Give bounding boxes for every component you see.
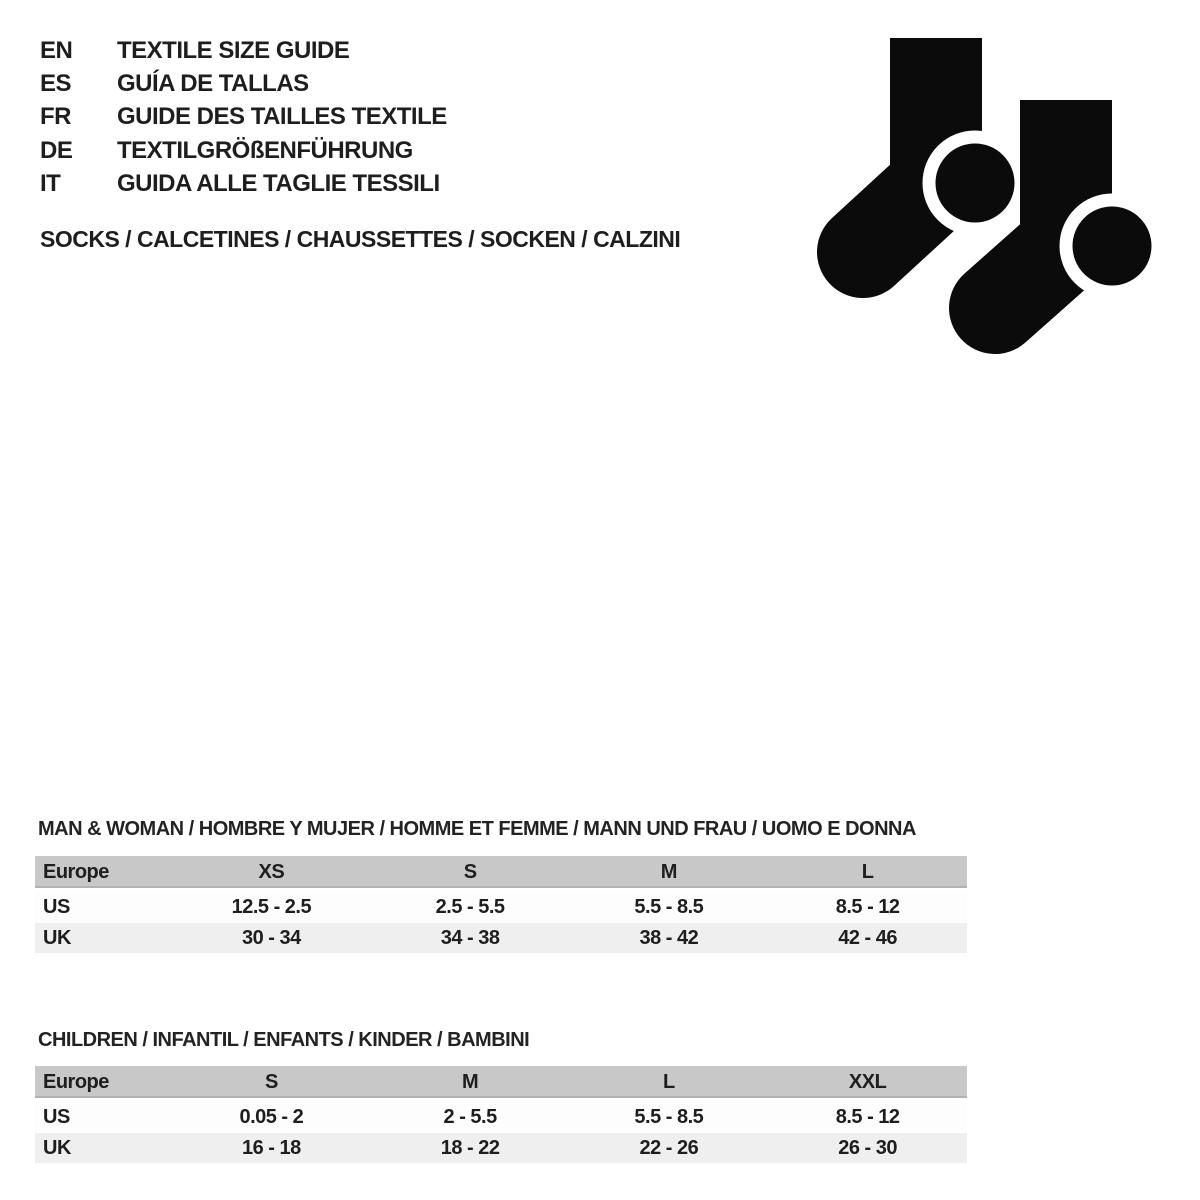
- language-row-en: [40, 34, 447, 67]
- size-cell: 0.05 - 2: [239, 1105, 304, 1128]
- size-cell: 16 - 18: [241, 1136, 301, 1159]
- table-row: [35, 1133, 967, 1163]
- row-label: US: [43, 1105, 70, 1128]
- table-title-children: CHILDREN / INFANTIL / ENFANTS / KINDER / BAMBINI: [38, 1029, 530, 1051]
- language-list: [40, 34, 447, 201]
- table-row: [35, 892, 967, 923]
- sock2-heel-ring: [1066, 200, 1158, 292]
- size-cell: 26 - 30: [838, 1136, 897, 1159]
- socks-pair-icon: [798, 22, 1168, 362]
- column-header: M: [660, 860, 677, 883]
- table-title-man-woman: MAN & WOMAN / HOMBRE Y MUJER / HOMME ET FEMME / MANN UND FRAU / UOMO E DONNA: [38, 818, 916, 840]
- size-cell: 42 - 46: [838, 926, 897, 949]
- language-row-de: [40, 134, 447, 167]
- table-header-row: [35, 856, 967, 892]
- language-label: GUÍA DE TALLAS: [117, 70, 309, 98]
- sock2-foot: [995, 245, 1066, 308]
- language-label: TEXTILE SIZE GUIDE: [117, 36, 350, 64]
- category-line: SOCKS / CALCETINES / CHAUSSETTES / SOCKEN / CALZINI: [40, 226, 681, 252]
- column-header: Europe: [43, 1070, 109, 1093]
- size-cell: 2 - 5.5: [443, 1105, 497, 1128]
- language-code: EN: [40, 36, 73, 64]
- size-cell: 22 - 26: [639, 1136, 699, 1159]
- column-header: XXL: [848, 1070, 887, 1093]
- language-row-it: [40, 168, 447, 201]
- size-cell: 8.5 - 12: [835, 895, 900, 918]
- size-cell: 12.5 - 2.5: [231, 895, 312, 918]
- row-label: UK: [43, 1136, 71, 1159]
- language-row-fr: [40, 101, 447, 134]
- table-row: [35, 1102, 967, 1133]
- size-cell: 18 - 22: [440, 1136, 500, 1159]
- language-code: FR: [40, 103, 71, 131]
- size-cell: 5.5 - 8.5: [634, 895, 704, 918]
- column-header: M: [462, 1070, 479, 1093]
- column-header: Europe: [43, 860, 109, 883]
- column-header: L: [663, 1070, 675, 1093]
- language-row-es: [40, 67, 447, 100]
- size-cell: 38 - 42: [639, 926, 699, 949]
- size-cell: 2.5 - 5.5: [435, 895, 505, 918]
- size-cell: 5.5 - 8.5: [634, 1105, 704, 1128]
- language-label: GUIDE DES TAILLES TEXTILE: [117, 103, 447, 131]
- size-table-man-woman: [35, 856, 967, 953]
- language-code: ES: [40, 70, 72, 98]
- column-header: S: [264, 1070, 278, 1093]
- language-label: TEXTILGRÖßENFÜHRUNG: [117, 136, 413, 164]
- size-table-children: [35, 1066, 967, 1163]
- size-cell: 34 - 38: [440, 926, 500, 949]
- column-header: XS: [258, 860, 285, 883]
- language-label: GUIDA ALLE TAGLIE TESSILI: [117, 170, 440, 198]
- row-label: US: [43, 895, 70, 918]
- table-row: [35, 923, 967, 953]
- size-cell: 8.5 - 12: [835, 1105, 900, 1128]
- column-header: L: [861, 860, 874, 883]
- language-code: DE: [40, 136, 73, 164]
- column-header: S: [463, 860, 477, 883]
- table-header-row: [35, 1066, 967, 1102]
- language-code: IT: [40, 170, 61, 198]
- row-label: UK: [43, 926, 71, 949]
- size-cell: 30 - 34: [241, 926, 301, 949]
- sock1-heel-ring: [929, 137, 1021, 229]
